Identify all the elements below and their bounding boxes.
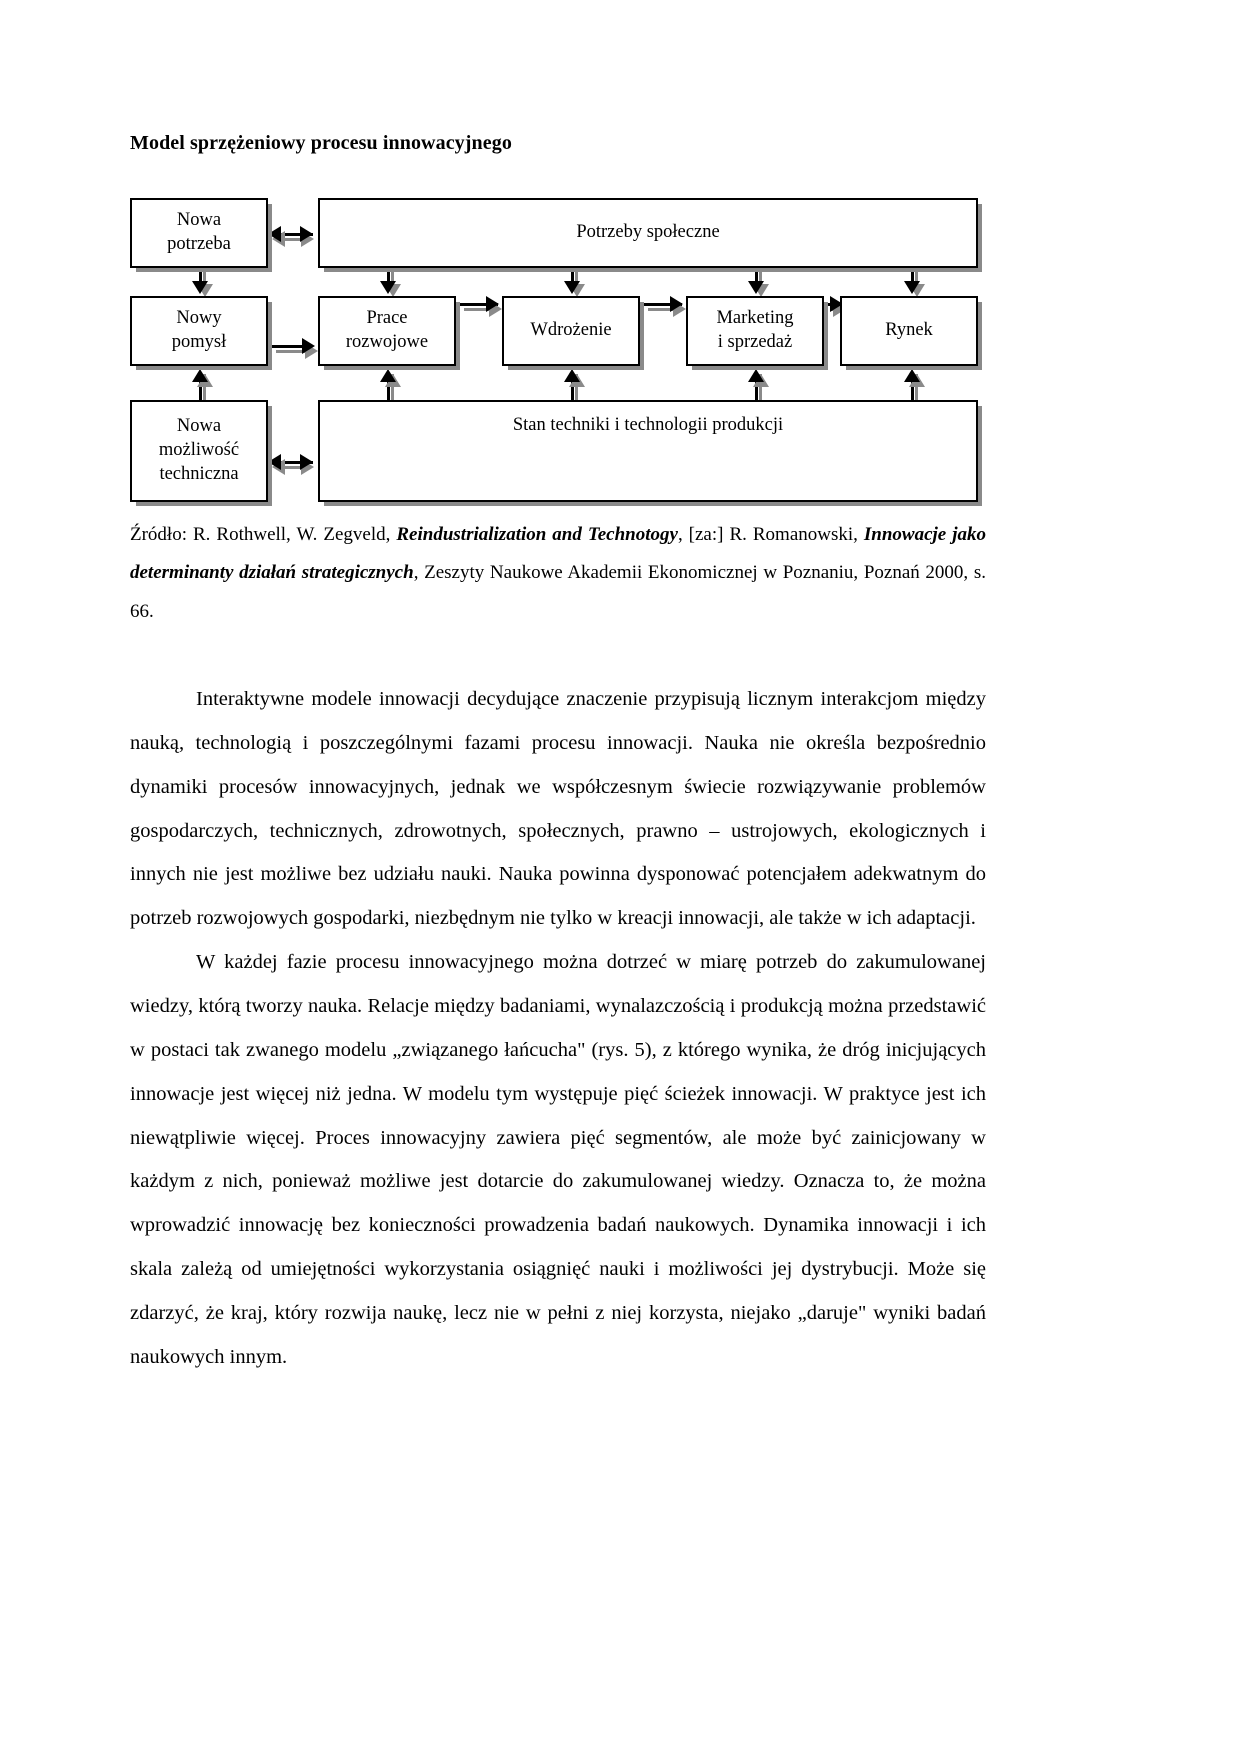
arrow-social-market-head [904,281,920,294]
box-new-technical-possibility-line1: Nowa [176,416,222,437]
box-marketing-sales-line1: Marketing [716,308,794,329]
paragraph-1: Interaktywne modele innowacji decydujące znaczenie przypisują licznym interakcjom między nauką, technologią i poszczególnymi fazami procesu innowacji. Nauka nie określa bezpośrednio dynamiki procesów innowacyjnych, jednak we współczesnym świecie rozwiązywanie problemów gospodarczych, technicznych, zdrowotnych, społecznych, prawno – ustrojowych, ekologicznych i innych nie jest możliwe bez udziału nauki. Nauka powinna dysponować potencjałem adekwatnym do potrzeb rozwojowych gospodarki, niezbędnym nie tylko w kreacji innowacji, ale także w ich adaptacji. [130,688,986,930]
box-market-label: Rynek [885,320,933,341]
box-state-of-technology [318,400,978,502]
arrow-state-impl-head [564,369,580,382]
source-title-1: Reindustrialization and Technotogy [396,524,678,545]
innovation-process-diagram [130,198,978,516]
source-citation [130,516,986,631]
arrow-need-idea-head [192,281,208,294]
box-new-need [130,198,268,268]
arrow-social-mkt-head [748,281,764,294]
arrow-tech-idea-head [192,369,208,382]
box-new-technical-possibility-line2: możliwość [158,440,240,461]
box-new-technical-possibility [130,400,268,502]
box-development-works-line2: rozwojowe [345,332,429,352]
arrow-need-social-head-right [300,226,313,242]
arrow-idea-rd-head [302,338,315,354]
box-marketing-sales-line2: i sprzedaż [717,332,793,352]
box-new-need-line1: Nowa [176,210,222,231]
box-new-technical-possibility-line3: techniczna [159,463,239,484]
box-state-of-technology-label: Stan techniki i technologii produkcji [512,415,784,435]
arrow-social-impl-head [564,281,580,294]
arrow-state-rd-head [380,369,396,382]
box-social-needs [318,198,978,268]
box-development-works-line1: Prace [366,308,408,329]
arrow-tech-state-head-right [300,454,313,470]
source-part1: R. Rothwell, W. Zegveld, [187,524,397,545]
source-title-2: Innowacje jako determinanty działań strategicznych [130,524,987,584]
box-new-idea [130,296,268,366]
arrow-tech-state-head-left [268,454,281,470]
box-implementation [502,296,640,366]
box-market [840,296,978,366]
box-marketing-sales [686,296,824,366]
arrow-social-rd-head [380,281,396,294]
page-title: Model sprzężeniowy procesu innowacyjnego [130,132,512,154]
box-new-idea-line2: pomysł [171,332,227,352]
box-development-works [318,296,456,366]
box-new-idea-line1: Nowy [176,308,222,329]
box-implementation-label: Wdrożenie [530,320,612,341]
paragraph-2: W każdej fazie procesu innowacyjnego można dotrzeć w miarę potrzeb do zakumulowanej wiedzy, którą tworzy nauka. Relacje między badaniami, wynalazczością i produkcją można przedstawić w postaci tak zwanego modelu „związanego łańcucha" (rys. 5), z którego wynika, że dróg inicjujących innowacje jest więcej niż jedna. W modelu tym występuje pięć ścieżek innowacji. W praktyce jest ich niewątpliwie więcej. Proces innowacyjny zawiera pięć segmentów, ale może być zainicjowany w każdym z nich, ponieważ możliwe jest dotarcie do zakumulowanej wiedzy. Oznacza to, że można wprowadzić innowację bez konieczności prowadzenia badań naukowych. Dynamika innowacji i ich skala zależą od umiejętności wykorzystania osiągnięć nauki i możliwości jej dystrybucji. Może się zdarzyć, że kraj, który rozwija naukę, lecz nie w pełni z niej korzysta, niejako „daruje" wyniki badań naukowych innym. [130,951,986,1368]
source-label: Źródło: [130,524,187,545]
body-text [130,678,986,1380]
arrow-state-mkt-head [748,369,764,382]
arrow-state-market-head [904,369,920,382]
arrow-impl-mkt-head [670,296,683,312]
box-new-need-line2: potrzeba [167,234,231,254]
source-part2: , [za:] R. Romanowski, [677,524,864,545]
source-part3: , Zeszyty Naukowe Akademii Ekonomicznej w Poznaniu, Poznań 2000, s. 66. [130,562,986,622]
arrow-rd-impl-head [486,296,499,312]
arrow-need-social-head-left [268,226,281,242]
box-social-needs-label: Potrzeby społeczne [576,222,720,243]
